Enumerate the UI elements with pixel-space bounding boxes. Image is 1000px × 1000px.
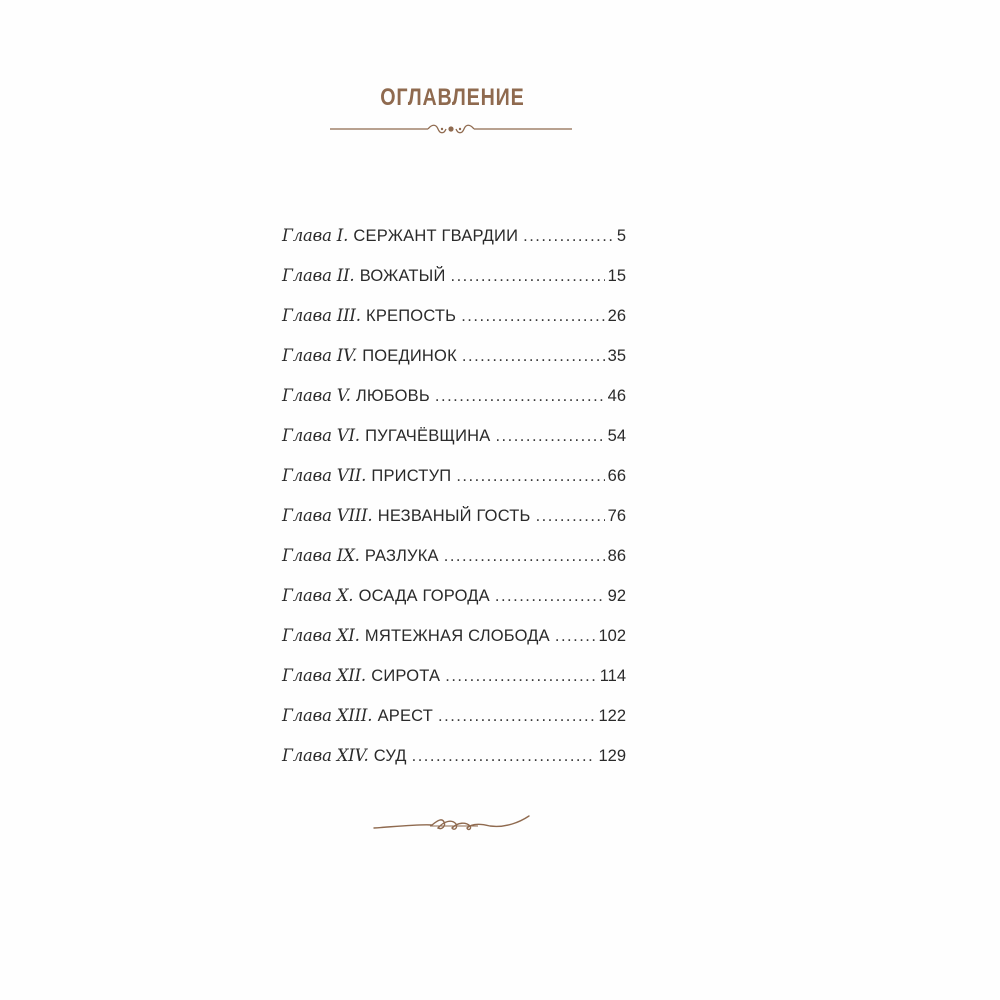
- chapter-number: Глава III.: [282, 306, 361, 325]
- chapter-title: ЛЮБОВЬ: [355, 387, 430, 405]
- page-number: 76: [607, 507, 626, 525]
- page-number: 46: [607, 387, 626, 405]
- toc-entry-label: [282, 586, 490, 606]
- toc-entry: [282, 666, 626, 706]
- page-number: 122: [598, 707, 626, 725]
- toc-entry: [282, 466, 626, 506]
- dot-leader: [412, 747, 596, 766]
- chapter-title: СЕРЖАНТ ГВАРДИИ: [353, 227, 519, 245]
- dot-leader: [445, 667, 596, 686]
- chapter-number: Глава V.: [282, 386, 351, 405]
- chapter-number: Глава X.: [282, 586, 354, 605]
- page-number: 66: [607, 467, 626, 485]
- dot-leader: [536, 507, 605, 526]
- chapter-number: Глава VII.: [282, 466, 367, 485]
- toc-entry: [282, 426, 626, 466]
- toc-entry: [282, 266, 626, 306]
- chapter-title: АРЕСТ: [377, 707, 434, 725]
- dot-leader: [451, 267, 605, 286]
- chapter-title: ПРИСТУП: [371, 467, 452, 485]
- toc-entry: [282, 586, 626, 626]
- toc-entry: [282, 386, 626, 426]
- toc-entry: [282, 506, 626, 546]
- toc-entry: [282, 626, 626, 666]
- title-divider-ornament: [328, 122, 574, 136]
- dot-leader: [456, 467, 604, 486]
- toc-entry-label: [282, 346, 457, 366]
- toc-entry: [282, 706, 626, 746]
- chapter-title: НЕЗВАНЫЙ ГОСТЬ: [377, 507, 531, 525]
- chapter-title: ПОЕДИНОК: [362, 347, 457, 365]
- end-flourish-ornament: [372, 812, 532, 838]
- page-number: 129: [598, 747, 626, 765]
- toc-entry-label: [282, 386, 430, 406]
- toc-entry: [282, 746, 626, 786]
- chapter-number: Глава VI.: [282, 426, 360, 445]
- page-number: 54: [607, 427, 626, 445]
- dot-leader: [495, 587, 605, 606]
- chapter-number: Глава XIV.: [282, 746, 369, 765]
- toc-entry-label: [282, 466, 451, 486]
- dot-leader: [444, 547, 605, 566]
- chapter-title: СИРОТА: [371, 667, 441, 685]
- toc-entry-label: [282, 626, 550, 646]
- chapter-title: СУД: [373, 747, 407, 765]
- page-number: 92: [607, 587, 626, 605]
- dot-leader: [523, 227, 614, 246]
- toc-entry-label: [282, 426, 490, 446]
- chapter-number: Глава XI.: [282, 626, 360, 645]
- dot-leader: [461, 307, 604, 326]
- toc-entry-label: [282, 266, 446, 286]
- page-number: 102: [598, 627, 626, 645]
- chapter-title: ОСАДА ГОРОДА: [358, 587, 490, 605]
- toc-entry-label: [282, 226, 518, 246]
- toc-entry-label: [282, 546, 439, 566]
- chapter-title: ПУГАЧЁВЩИНА: [365, 427, 491, 445]
- page-number: 5: [616, 227, 626, 245]
- page-number: 86: [607, 547, 626, 565]
- chapter-number: Глава XIII.: [282, 706, 373, 725]
- page-number: 114: [599, 667, 626, 685]
- dot-leader: [435, 387, 605, 406]
- chapter-number: Глава VIII.: [282, 506, 373, 525]
- chapter-number: Глава IV.: [282, 346, 357, 365]
- toc-entry-label: [282, 666, 440, 686]
- toc-entry: [282, 346, 626, 386]
- chapter-number: Глава IX.: [282, 546, 360, 565]
- chapter-number: Глава II.: [282, 266, 355, 285]
- chapter-number: Глава I.: [282, 226, 349, 245]
- chapter-title: КРЕПОСТЬ: [366, 307, 457, 325]
- chapter-title: РАЗЛУКА: [364, 547, 439, 565]
- dot-leader: [462, 347, 605, 366]
- page-title: ОГЛАВЛЕНИЕ: [380, 84, 525, 111]
- toc-entry-label: [282, 746, 407, 766]
- page-number: 15: [607, 267, 626, 285]
- toc-entry: [282, 306, 626, 346]
- table-of-contents: [282, 226, 626, 786]
- toc-entry: [282, 226, 626, 266]
- toc-entry-label: [282, 306, 456, 326]
- chapter-title: МЯТЕЖНАЯ СЛОБОДА: [364, 627, 550, 645]
- toc-entry: [282, 546, 626, 586]
- dot-leader: [438, 707, 595, 726]
- page-number: 35: [607, 347, 626, 365]
- page-number: 26: [607, 307, 626, 325]
- chapter-number: Глава XII.: [282, 666, 366, 685]
- dot-leader: [555, 627, 596, 646]
- dot-leader: [495, 427, 604, 446]
- toc-entry-label: [282, 506, 531, 526]
- chapter-title: ВОЖАТЫЙ: [359, 267, 446, 285]
- toc-entry-label: [282, 706, 433, 726]
